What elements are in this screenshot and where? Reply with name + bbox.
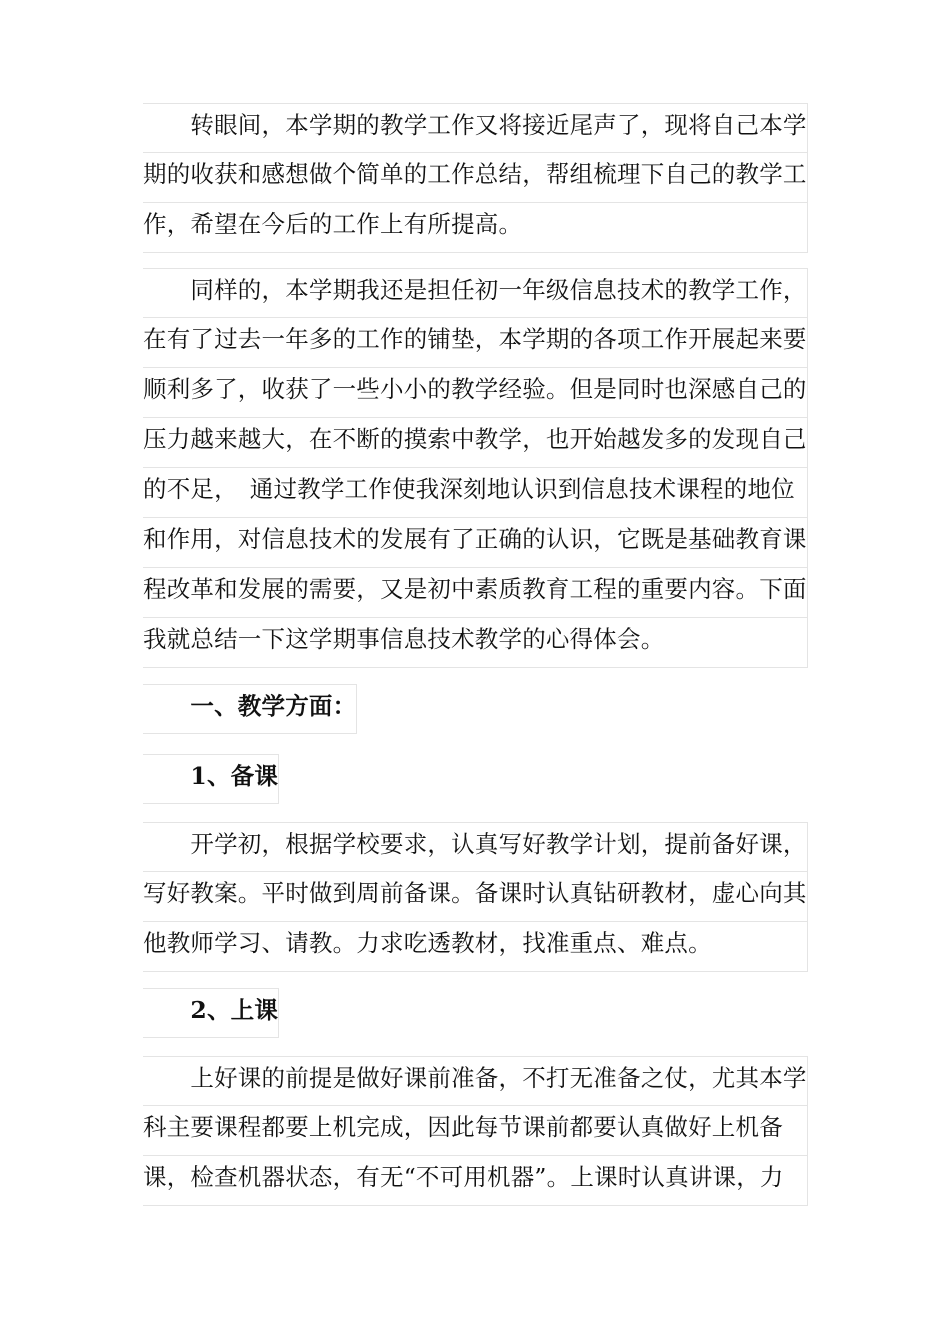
- section-heading-teaching: [143, 684, 357, 734]
- text-line: 我就总结一下这学期事信息技术教学的心得体会。: [143, 618, 808, 668]
- text-line: 上好课的前提是做好课前准备，不打无准备之仗，尤其本学: [143, 1056, 808, 1106]
- text-line: 期的收获和感想做个简单的工作总结，帮组梳理下自己的教学工: [143, 153, 808, 203]
- text-line: 顺利多了，收获了一些小小的教学经验。但是同时也深感自己的: [143, 368, 808, 418]
- text-line: 和作用，对信息技术的发展有了正确的认识，它既是基础教育课: [143, 518, 808, 568]
- paragraph-lesson-prep: [143, 822, 808, 972]
- subheading-class: [143, 988, 279, 1038]
- text-line: 程改革和发展的需要，又是初中素质教育工程的重要内容。下面: [143, 568, 808, 618]
- text-line: 作，希望在今后的工作上有所提高。: [143, 203, 808, 253]
- paragraph-intro: [143, 103, 808, 253]
- text-line: 课，检查机器状态，有无“不可用机器”。上课时认真讲课，力: [143, 1156, 808, 1206]
- text-line: 在有了过去一年多的工作的铺垫，本学期的各项工作开展起来要: [143, 318, 808, 368]
- text-line: 转眼间，本学期的教学工作又将接近尾声了，现将自己本学: [143, 103, 808, 153]
- text-line: 写好教案。平时做到周前备课。备课时认真钻研教材，虚心向其: [143, 872, 808, 922]
- text-line: 开学初，根据学校要求，认真写好教学计划，提前备好课，: [143, 822, 808, 872]
- paragraph-class: [143, 1056, 808, 1206]
- text-line: 压力越来越大，在不断的摸索中教学，也开始越发多的发现自己: [143, 418, 808, 468]
- paragraph-overview: [143, 268, 808, 668]
- heading-line: 一、教学方面：: [143, 684, 357, 734]
- heading-line: 1、备课: [143, 754, 279, 804]
- text-line: 同样的，本学期我还是担任初一年级信息技术的教学工作，: [143, 268, 808, 318]
- text-line: 他教师学习、请教。力求吃透教材，找准重点、难点。: [143, 922, 808, 972]
- subheading-lesson-prep: [143, 754, 279, 804]
- heading-line: 2、上课: [143, 988, 279, 1038]
- text-line: 科主要课程都要上机完成，因此每节课前都要认真做好上机备: [143, 1106, 808, 1156]
- text-line: 的不足， 通过教学工作使我深刻地认识到信息技术课程的地位: [143, 468, 808, 518]
